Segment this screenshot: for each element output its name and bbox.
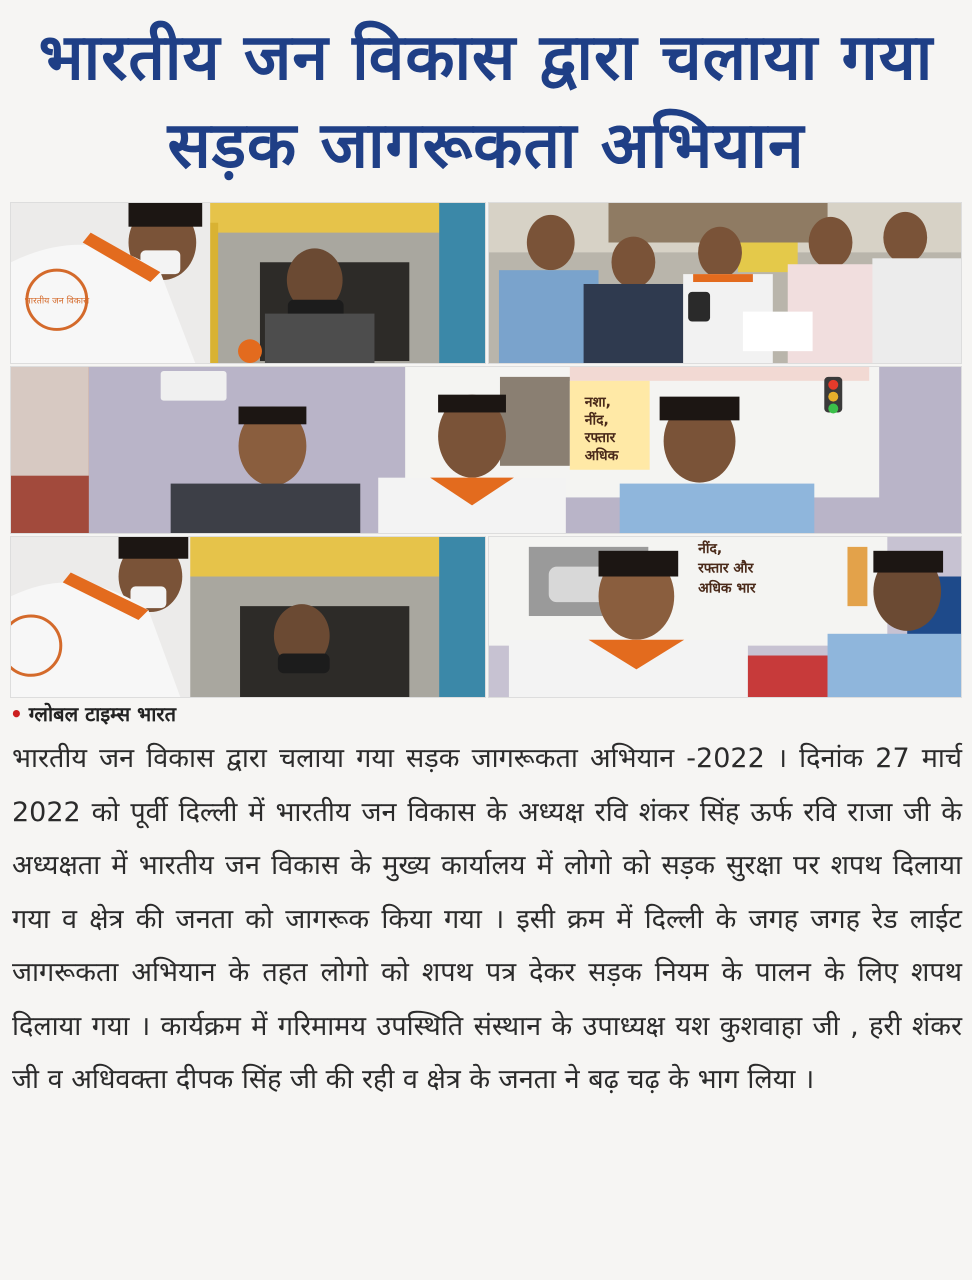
headline: भारतीय जन विकास द्वारा चलाया गया सड़क जागरूकता अभियान: [38, 21, 934, 183]
poster-line-7: अधिक भार: [698, 580, 756, 597]
source-name: ग्लोबल टाइम्स भारत: [28, 702, 176, 726]
bullet-icon: •: [10, 702, 23, 726]
photo-street-interview: [488, 202, 962, 364]
photo-auto-rickshaw-1: [10, 202, 486, 364]
poster-line-5: नींद,: [698, 540, 723, 557]
poster-line-2: नींद,: [584, 412, 609, 429]
shirt-logo-text: भारतीय जन विकास: [24, 296, 90, 307]
photo-auto-rickshaw-2: [10, 536, 486, 698]
photo-panel-closeup: [488, 536, 962, 698]
source-line: [10, 700, 176, 727]
poster-line-1: नशा,: [584, 394, 611, 411]
poster-line-3: रफ्तार: [584, 430, 616, 447]
article-body: भारतीय जन विकास द्वारा चलाया गया सड़क जागरूकता अभियान -2022 । दिनांक 27 मार्च 2022 को पूर्वी दिल्ली में भारतीय जन विकास के अध्यक्ष रवि शंकर सिंह ऊर्फ रवि राजा जी के अध्यक्षता में भारतीय जन विकास के मुख्य कार्यालय में लोगो को सड़क सुरक्षा पर शपथ दिलाया गया व क्षेत्र की जनता को जागरूक किया गया । इसी क्रम में दिल्ली के जगह जगह रेड लाईट जागरूकता अभियान के तहत लोगो को शपथ पत्र देकर सड़क नियम के पालन के लिए शपथ दिलाया गया । कार्यक्रम में गरिमामय उपस्थिति संस्थान के उपाध्यक्ष यश कुशवाहा जी , हरी शंकर जी व अधिवक्ता दीपक सिंह जी की रही व क्षेत्र के जनता ने बढ़ चढ़ के भाग लिया ।: [12, 743, 962, 1095]
photo-office-panel: [10, 366, 962, 534]
poster-line-4: अधिक: [584, 447, 619, 464]
poster-line-6: रफ्तार और: [698, 560, 754, 577]
